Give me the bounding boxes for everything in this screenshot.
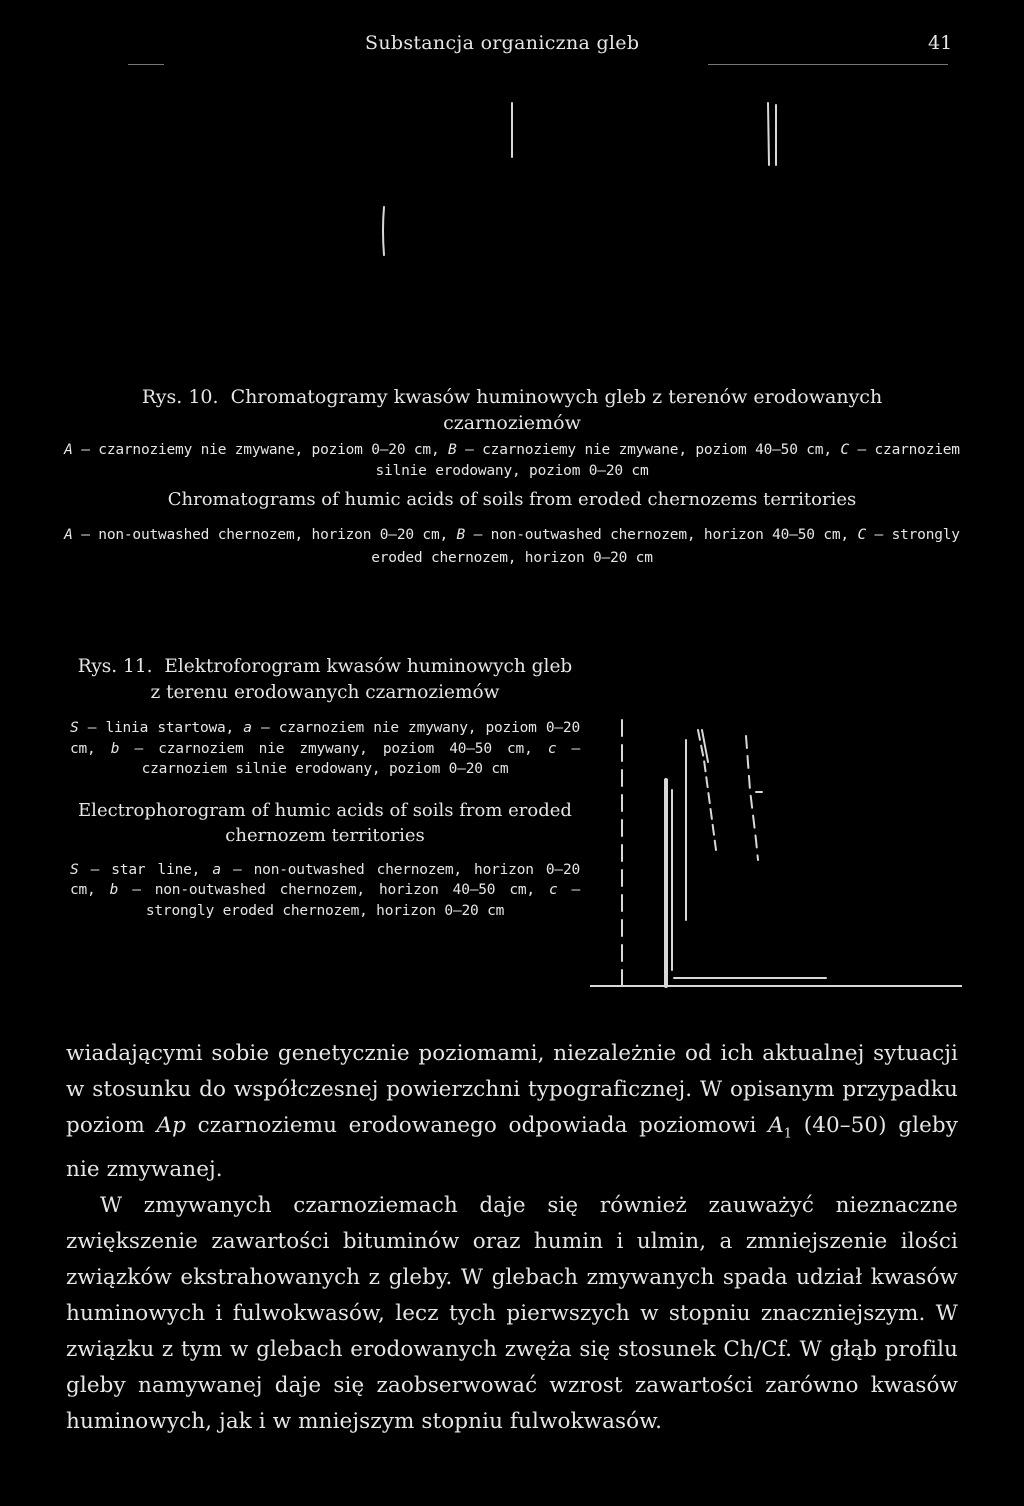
legend-text-C: — czarnoziem silnie erodowany, poziom 0–20 cm	[375, 442, 960, 479]
legend-text-C-en: — strongly eroded chernozem, horizon 0–20 cm	[371, 527, 960, 566]
chromatogram-strip-b1	[768, 103, 769, 165]
figure10-title-en: Chromatograms of humic acids of soils from eroded chernozems territories	[167, 489, 857, 510]
legend-text-a-en: — non-outwashed chernozem, horizon 0–20 cm,	[70, 861, 581, 898]
p1-horizon-a1: A	[768, 1113, 784, 1138]
legend-label-C-en: C	[857, 527, 866, 543]
figure10-chromatogram	[370, 95, 810, 265]
figure10-legend-pl	[60, 440, 964, 482]
legend-label-S: S	[70, 720, 79, 736]
legend-label-c: c	[547, 740, 557, 757]
lane-c-front	[746, 736, 758, 860]
figure11-title-pl-block	[70, 654, 580, 706]
legend-label-B: B	[448, 442, 457, 458]
legend-label-C: C	[840, 442, 849, 458]
body-text	[66, 1036, 958, 1440]
figure11-caption	[70, 654, 580, 921]
legend-label-b-en: b	[109, 882, 119, 898]
paragraph-1	[66, 1036, 958, 1188]
lane-b-front	[698, 730, 716, 850]
legend-label-a-en: a	[212, 861, 221, 878]
p1-horizon-a1-sub: 1	[783, 1126, 793, 1142]
figure11-legend-pl	[70, 718, 580, 780]
header-rule-left	[128, 64, 164, 65]
legend-text-a: — czarnoziem nie zmywany, poziom 0–20 cm,	[70, 720, 580, 757]
legend-text-c: — czarnoziem silnie erodowany, poziom 0–20 cm	[141, 740, 581, 777]
legend-text-c-en: — strongly eroded chernozem, horizon 0–20 cm	[145, 882, 581, 919]
figure11-title-en: Electrophorogram of humic acids of soils from eroded chernozem territories	[78, 799, 572, 846]
legend-text-B-en: — non-outwashed chernozem, horizon 40–50 cm,	[473, 527, 849, 543]
lane-b-front-2	[702, 730, 708, 762]
header-rule-right	[708, 64, 948, 65]
legend-label-c-en: c	[548, 882, 558, 898]
legend-label-S-en: S	[70, 861, 79, 878]
figure11-legend-en	[70, 860, 580, 922]
legend-text-b-en: — non-outwashed chernozem, horizon 40–50 cm,	[132, 882, 535, 898]
legend-text-A-en: — non-outwashed chernozem, horizon 0–20 cm,	[81, 527, 449, 543]
p1-horizon-ap: Ap	[156, 1113, 186, 1138]
paragraph-2: W zmywanych czarnoziemach daje się również zauważyć nieznaczne zwiększenie zawartości bituminów oraz humin i ulmin, a zmniejszenie ilości związków ekstrahowanych z gleby. W glebach zmywanych spada udział kwasów huminowych i fulwokwasów, lecz tych pierwszych w stopniu znaczniejszym. W związku z tym w glebach erodowanych zwęża się stosunek Ch/Cf. W głąb profilu gleby namywanej daje się zaobserwować wzrost zawartości zarówno kwasów huminowych, jak i w mniejszym stopniu fulwokwasów.	[66, 1193, 958, 1435]
p1-part1: wiadającymi sobie genetycznie poziomami, niezależnie od ich aktualnej sytuacji w stosunku do współczesnej powierzchni typograficznej. W opisanym przypadku poziom	[66, 1041, 958, 1138]
legend-text-S-en: — star line,	[90, 861, 201, 878]
page-number: 41	[928, 32, 953, 54]
p1-part2: czarnoziemu erodowanego odpowiada poziomowi	[197, 1113, 757, 1138]
p1-part3: (40–50) gleby nie zmywanej.	[66, 1113, 959, 1183]
figure10-caption-pl	[70, 384, 954, 436]
figure11-electrophorogram	[590, 700, 962, 1000]
figure10-legend-en	[52, 524, 972, 570]
legend-label-a: a	[243, 720, 252, 736]
legend-text-S: — linia startowa,	[87, 720, 235, 736]
running-title: Substancja organiczna gleb	[365, 32, 640, 54]
figure11-title-pl: Elektroforogram kwasów huminowych gleb z terenu erodowanych czarnoziemów	[150, 656, 573, 703]
legend-text-A: — czarnoziemy nie zmywane, poziom 0–20 cm,	[81, 442, 440, 458]
legend-text-b: — czarnoziem nie zmywany, poziom 40–50 cm,	[134, 740, 533, 757]
legend-label-A-en: A	[64, 527, 73, 543]
legend-label-B-en: B	[456, 527, 466, 543]
figure10-label: Rys. 10.	[141, 386, 219, 408]
figure11-label: Rys. 11.	[77, 656, 153, 677]
legend-label-A: A	[64, 442, 73, 458]
chromatogram-strip-c	[383, 207, 384, 255]
legend-label-b: b	[110, 740, 120, 757]
legend-text-B: — czarnoziemy nie zmywane, poziom 40–50 cm,	[465, 442, 832, 458]
figure10-title-pl: Chromatogramy kwasów huminowych gleb z terenów erodowanych czarnoziemów	[230, 386, 883, 434]
